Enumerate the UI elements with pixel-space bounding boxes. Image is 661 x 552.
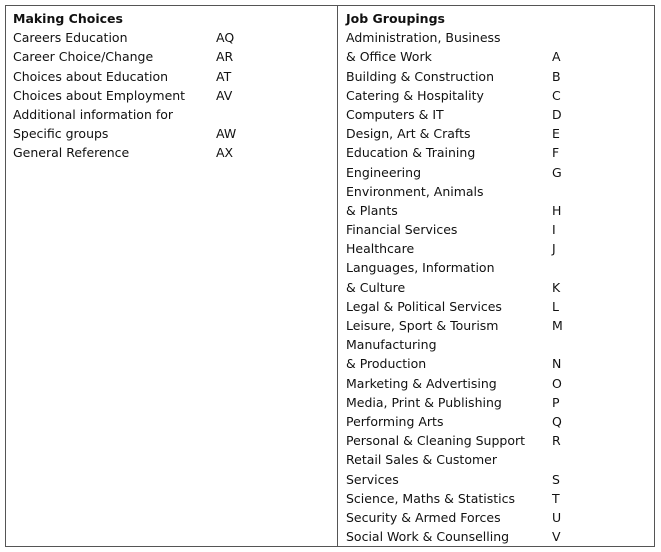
item-code: K (552, 279, 561, 295)
item-label: Computers & IT (346, 106, 444, 122)
item-label: Personal & Cleaning Support (346, 433, 526, 449)
item-label: Healthcare (346, 241, 415, 257)
list-item (346, 278, 651, 297)
item-label: Financial Services (346, 222, 458, 238)
list-item (346, 316, 651, 335)
item-code: V (552, 529, 561, 545)
item-code: S (552, 471, 560, 487)
item-code: R (552, 433, 561, 449)
list-item (346, 450, 651, 469)
list-item (346, 163, 651, 182)
item-code: C (552, 87, 561, 103)
item-label: Administration, Business (346, 30, 501, 46)
making-choices-heading: Making Choices (13, 11, 123, 26)
item-code: M (552, 318, 563, 333)
item-label: Legal & Political Services (346, 298, 502, 314)
list-item (346, 374, 651, 393)
item-label: Choices about Employment (13, 87, 186, 103)
item-code: P (552, 394, 560, 410)
item-code: D (552, 106, 562, 122)
item-code: AX (216, 145, 234, 161)
list-item (346, 335, 651, 354)
item-code: N (552, 356, 562, 372)
job-groupings-list (346, 28, 651, 546)
item-label: Careers Education (13, 30, 128, 46)
job-groupings-column (346, 9, 651, 546)
item-label: Media, Print & Publishing (346, 394, 502, 410)
item-label: & Culture (346, 279, 406, 295)
list-item (346, 431, 651, 450)
item-code: H (552, 202, 562, 218)
list-item (346, 201, 651, 220)
item-label: & Plants (346, 202, 398, 218)
item-code: J (552, 241, 556, 257)
list-item (13, 105, 335, 124)
item-label: & Production (346, 356, 427, 372)
list-item (346, 220, 651, 239)
list-item (346, 412, 651, 431)
item-code: A (552, 49, 561, 65)
list-item (346, 393, 651, 412)
item-label: Additional information for (13, 106, 174, 122)
item-label: Leisure, Sport & Tourism (346, 318, 499, 333)
item-label: Security & Armed Forces (346, 509, 501, 525)
list-item (346, 105, 651, 124)
item-code: L (552, 298, 559, 314)
item-label: Environment, Animals (346, 183, 484, 199)
list-item (13, 67, 335, 86)
item-code: Q (552, 413, 562, 429)
item-code: T (552, 490, 560, 506)
list-item (346, 258, 651, 277)
item-label: Choices about Education (13, 68, 169, 84)
item-label: Career Choice/Change (13, 49, 154, 65)
item-label: Catering & Hospitality (346, 87, 484, 103)
list-item (346, 67, 651, 86)
item-label: Design, Art & Crafts (346, 126, 471, 142)
item-label: Social Work & Counselling (346, 529, 510, 545)
item-label: Marketing & Advertising (346, 375, 497, 391)
item-label: Manufacturing (346, 337, 437, 353)
item-code: E (552, 126, 560, 142)
item-code: G (552, 164, 562, 180)
list-item (13, 47, 335, 66)
item-code: AQ (216, 30, 235, 46)
item-label: Engineering (346, 164, 421, 180)
item-code: I (552, 222, 556, 238)
making-choices-column (13, 9, 335, 163)
item-code: AV (216, 87, 233, 103)
making-choices-list (13, 28, 335, 162)
list-item (346, 47, 651, 66)
item-label: Languages, Information (346, 260, 495, 276)
item-label: Performing Arts (346, 413, 444, 429)
item-code: AT (216, 68, 232, 84)
list-item (346, 143, 651, 162)
list-item (346, 489, 651, 508)
list-item (346, 86, 651, 105)
list-item (13, 86, 335, 105)
list-item (346, 124, 651, 143)
item-label: Education & Training (346, 145, 476, 161)
item-label: Services (346, 471, 399, 487)
list-item (346, 508, 651, 527)
item-label: & Office Work (346, 49, 432, 65)
list-item (13, 28, 335, 47)
item-label: Building & Construction (346, 68, 494, 84)
list-item (346, 182, 651, 201)
list-item (13, 143, 335, 162)
column-divider (337, 5, 338, 547)
list-item (346, 470, 651, 489)
list-item (346, 527, 651, 546)
job-groupings-heading: Job Groupings (346, 11, 445, 26)
list-item (13, 124, 335, 143)
item-label: Retail Sales & Customer (346, 452, 497, 468)
item-code: O (552, 375, 562, 391)
list-item (346, 239, 651, 258)
list-item (346, 28, 651, 47)
item-label: Specific groups (13, 126, 109, 142)
list-item (346, 297, 651, 316)
item-code: AR (216, 49, 234, 65)
list-item (346, 354, 651, 373)
item-label: Science, Maths & Statistics (346, 490, 516, 506)
item-code: B (552, 68, 561, 84)
item-code: U (552, 509, 562, 525)
item-label: General Reference (13, 145, 130, 161)
item-code: AW (216, 126, 237, 142)
item-code: F (552, 145, 560, 161)
